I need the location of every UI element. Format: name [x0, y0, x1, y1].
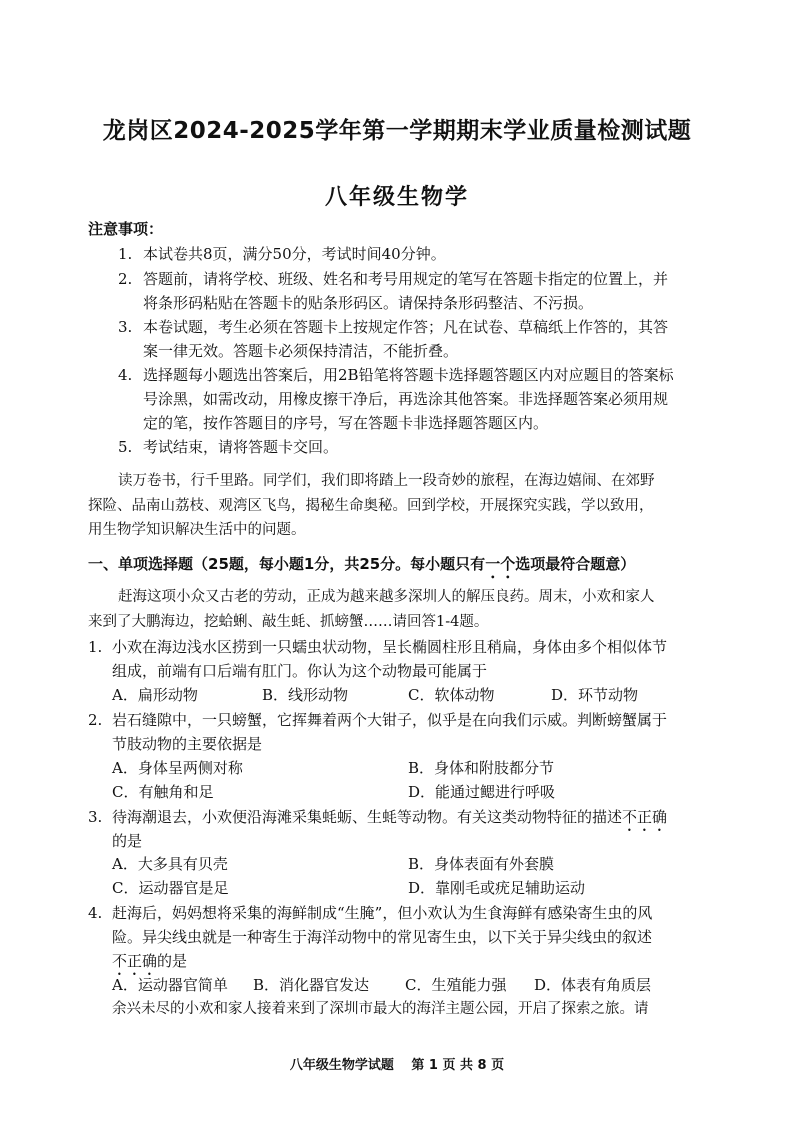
q1-stem-line-1: 小欢在海边浅水区捞到一只蠕虫状动物，呈长椭圆柱形且稍扁，身体由多个相似体节 — [112, 638, 668, 656]
section-1-heading-emphasis: 一个 — [485, 555, 516, 573]
section-1-heading-pre: 一、单项选择题（25题，每小题1分，共25分。每小题只有 — [88, 555, 486, 573]
q4-stem-line-1: 赶海后，妈妈想将采集的海鲜制成“生腌”，但小欢认为生食海鲜有感染寄生虫的风 — [112, 904, 653, 922]
q1-option-c: C．软体动物 — [408, 686, 495, 704]
q1-stem-line-2: 组成，前端有口后端有肛门。你认为这个动物最可能属于 — [112, 662, 488, 680]
note-4-line-3: 定的笔，按作答题目的序号，写在答题卡非选择题答题区内。 — [143, 414, 549, 432]
q4-stem-emphasis: 不正确 — [112, 952, 158, 970]
note-1-num: 1. — [118, 245, 133, 263]
q3-stem-emphasis: 不正确 — [622, 808, 668, 826]
intro-line-3: 用生物学知识解决生活中的问题。 — [88, 522, 306, 538]
q4-stem-line-2: 险。异尖线虫就是一种寄生于海洋动物中的常见寄生虫，以下关于异尖线虫的叙述 — [112, 928, 653, 946]
q3-stem-line-1 — [112, 806, 667, 835]
q4-option-b: B．消化器官发达 — [253, 976, 370, 994]
passage-1-line-1: 赶海这项小众又古老的劳动，正成为越来越多深圳人的解压良药。周末，小欢和家人 — [118, 589, 655, 605]
q4-option-c: C．生殖能力强 — [405, 976, 507, 994]
q1-option-a: A．扁形动物 — [112, 686, 198, 704]
note-4-num: 4. — [118, 366, 133, 384]
note-3-line-1: 本卷试题，考生必须在答题卡上按规定作答；凡在试卷、草稿纸上作答的，其答 — [143, 318, 669, 336]
page-footer: 八年级生物学试题 第 1 页 共 8 页 — [289, 1058, 505, 1073]
note-3-line-2: 案一律无效。答题卡必须保持清洁，不能折叠。 — [143, 342, 459, 360]
intro-line-1: 读万卷书，行千里路。同学们，我们即将踏上一段奇妙的旅程，在海边嬉闹、在郊野 — [118, 473, 655, 489]
q3-stem-text: 待海潮退去，小欢便沿海滩采集蚝蛎、生蚝等动物。有关这类动物特征的描述 — [112, 808, 623, 826]
passage-2-line-1: 余兴未尽的小欢和家人接着来到了深圳市最大的海洋主题公园，开启了探索之旅。请 — [112, 1001, 649, 1017]
note-2-num: 2. — [118, 270, 133, 288]
q2-option-b: B．身体和附肢都分节 — [408, 759, 555, 777]
q2-stem-line-1: 岩石缝隙中，一只螃蟹，它挥舞着两个大钳子，似乎是在向我们示威。判断螃蟹属于 — [112, 711, 668, 729]
q2-option-c: C．有触角和足 — [112, 783, 214, 801]
q3-stem-line-2: 的是 — [112, 832, 143, 850]
q2-option-a: A．身体呈两侧对称 — [112, 759, 243, 777]
section-1-heading — [88, 553, 635, 582]
q1-option-d: D．环节动物 — [551, 686, 639, 704]
note-4-line-1: 选择题每小题选出答案后，用2B铅笔将答题卡选择题答题区内对应题目的答案标 — [143, 366, 674, 384]
q3-option-d: D．靠刚毛或疣足辅助运动 — [408, 879, 586, 897]
q3-option-a: A．大多具有贝壳 — [112, 855, 228, 873]
note-5-num: 5. — [118, 438, 133, 456]
q3-number: 3. — [88, 808, 103, 826]
note-2-line-1: 答题前，请将学校、班级、姓名和考号用规定的笔写在答题卡指定的位置上，并 — [143, 270, 669, 288]
q3-option-b: B．身体表面有外套膜 — [408, 855, 555, 873]
note-4-line-2: 号涂黑，如需改动，用橡皮擦干净后，再选涂其他答案。非选择题答案必须用规 — [143, 390, 669, 408]
note-5-line-1: 考试结束，请将答题卡交回。 — [143, 438, 339, 456]
passage-1-line-2: 来到了大鹏海边，挖蛤蜊、敲生蚝、抓螃蟹……请回答1-4题。 — [88, 614, 489, 630]
q2-stem-line-2: 节肢动物的主要依据是 — [112, 735, 263, 753]
q2-number: 2. — [88, 711, 103, 729]
page-title: 龙岗区2024-2025学年第一学期期末学业质量检测试题 — [102, 118, 692, 144]
q4-option-a: A．运动器官简单 — [112, 976, 228, 994]
note-2-line-2: 将条形码粘贴在答题卡的贴条形码区。请保持条形码整洁、不污损。 — [143, 294, 594, 312]
note-1-line-1: 本试卷共8页，满分50分，考试时间40分钟。 — [143, 245, 446, 263]
q1-number: 1. — [88, 638, 103, 656]
q3-option-c: C．运动器官是足 — [112, 879, 229, 897]
q4-option-d: D．体表有角质层 — [534, 976, 652, 994]
q1-option-b: B．线形动物 — [262, 686, 349, 704]
page-subtitle: 八年级生物学 — [324, 185, 469, 210]
q4-stem-text: 的是 — [157, 952, 188, 970]
section-1-heading-post: 选项最符合题意） — [515, 555, 636, 573]
note-3-num: 3. — [118, 318, 133, 336]
intro-line-2: 探险、品南山荔枝、观湾区飞鸟，揭秘生命奥秘。回到学校，开展探究实践，学以致用， — [88, 498, 654, 514]
q2-option-d: D．能通过鳃进行呼吸 — [408, 783, 556, 801]
notes-heading: 注意事项： — [88, 220, 164, 238]
q4-number: 4. — [88, 904, 103, 922]
